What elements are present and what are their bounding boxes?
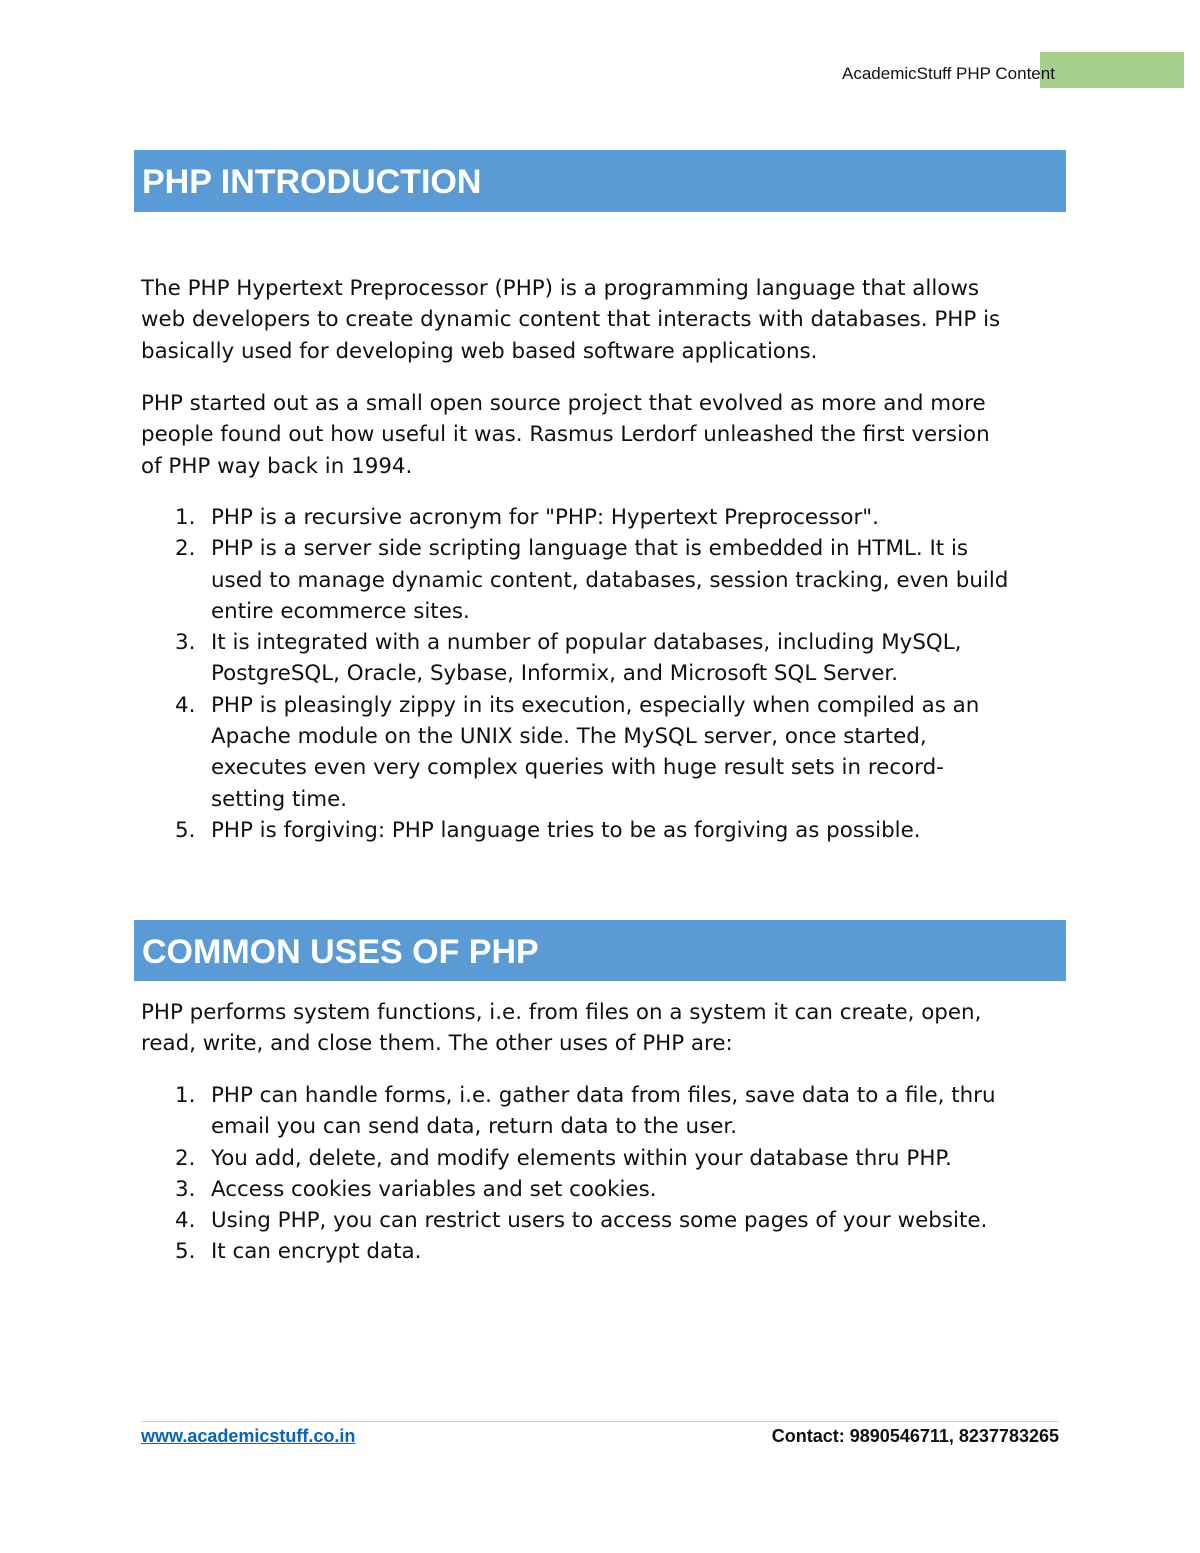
list-item: 1. PHP is a recursive acronym for "PHP: Hypertext Preprocessor". — [175, 505, 879, 530]
uses-paragraph: PHP performs system functions, i.e. from files on a system it can create, open, read, write, and close them. The other uses of PHP are: — [141, 1000, 982, 1057]
footer-divider — [141, 1421, 1059, 1422]
footer-website-link[interactable]: www.academicstuff.co.in — [141, 1426, 356, 1446]
list-item: 2. You add, delete, and modify elements within your database thru PHP. — [175, 1145, 952, 1171]
section-title-intro: PHP INTRODUCTION — [134, 150, 1066, 212]
list-item: 4. Using PHP, you can restrict users to access some pages of your website. — [175, 1208, 988, 1234]
intro-paragraph-1: The PHP Hypertext Preprocessor (PHP) is a programming language that allows web developers to create dynamic content that interacts with databases. PHP is basically used for developing web based software applications. — [141, 276, 1001, 364]
list-item: 5. PHP is forgiving: PHP language tries to be as forgiving as possible. — [175, 817, 921, 843]
intro-paragraph-2: PHP started out as a small open source project that evolved as more and more people found out how useful it was. Rasmus Lerdorf unleashed the first version of PHP way back in 1994. — [141, 391, 990, 479]
uses-list — [141, 1080, 1081, 1268]
section-title-uses: COMMON USES OF PHP — [134, 920, 1066, 981]
list-item: 3. It is integrated with a number of popular databases, including MySQL, PostgreSQL, Oracle, Sybase, Informix, and Microsoft SQL Server. — [175, 630, 962, 687]
list-item: 3. Access cookies variables and set cookies. — [175, 1176, 657, 1202]
intro-feature-list — [141, 502, 1081, 846]
list-item: 4. PHP is pleasingly zippy in its execution, especially when compiled as an Apache module on the UNIX side. The MySQL server, once started, executes even very complex queries with huge result sets in record- setting time. — [175, 692, 980, 812]
list-item: 5. It can encrypt data. — [175, 1239, 422, 1265]
list-item: 2. PHP is a server side scripting language that is embedded in HTML. It is used to manage dynamic content, databases, session tracking, even build entire ecommerce sites. — [175, 536, 1009, 624]
list-item: 1. PHP can handle forms, i.e. gather data from files, save data to a file, thru email you can send data, return data to the user. — [175, 1083, 996, 1140]
footer-contact: Contact: 9890546711, 8237783265 — [771, 1426, 1059, 1446]
header-label: AcademicStuff PHP Content — [842, 64, 1055, 83]
